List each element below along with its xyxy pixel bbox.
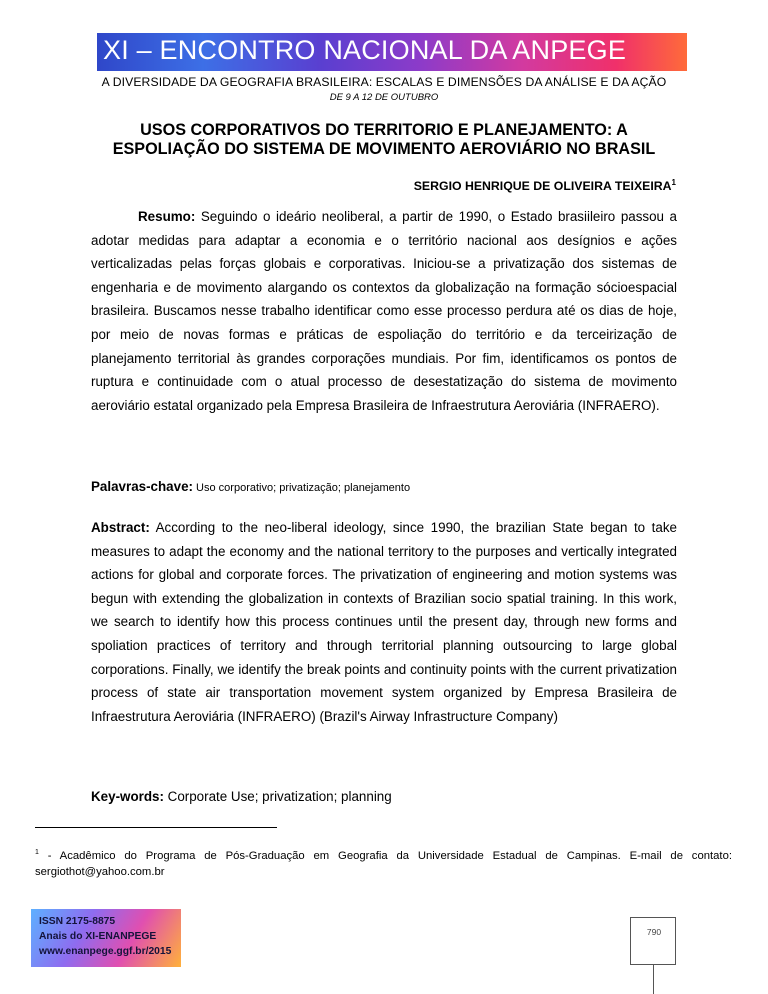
key-words: [91, 785, 677, 809]
title-line-1: USOS CORPORATIVOS DO TERRITORIO E PLANEJAMENTO: A: [140, 121, 628, 139]
abstract-text: According to the neo-liberal ideology, since 1990, the brazilian State began to take measures to adapt the economy and the national territory to the purposes and vertically integrated actions for global and corporate forces. The privatization of engineering and motion systems was begun with extending the globalization in contexts of Brazilian socio spatial training. In this work, we search to identify how this process continues until the present day, through new forms and spoliation practices of territory and through territorial planning outsourcing to large global corporations. Finally, we identify the break points and continuity points with the current privatization process of state air transportation movement system organized by Empresa Brasileira de Infraestrutura Aeroviária (INFRAERO) (Brazil's Airway Infrastructure Company): [91, 520, 677, 724]
abstract-label: Abstract:: [91, 520, 150, 535]
event-subtitle: A DIVERSIDADE DA GEOGRAFIA BRASILEIRA: ESCALAS E DIMENSÕES DA ANÁLISE E DA AÇÃO: [101, 75, 667, 89]
palavras-chave-label: Palavras-chave:: [91, 479, 193, 494]
issn-text: ISSN 2175-8875: [39, 916, 116, 927]
issn-stamp: [31, 909, 181, 967]
resumo-label: Resumo:: [138, 209, 196, 224]
page-number-box: [630, 917, 676, 965]
event-banner: [97, 33, 687, 71]
author-footnote-mark: 1: [671, 178, 676, 187]
palavras-chave: [91, 475, 677, 501]
footnote: [35, 845, 732, 880]
footnote-mark: 1: [35, 849, 39, 856]
key-words-label: Key-words:: [91, 789, 164, 804]
event-dates: DE 9 A 12 DE OUTUBRO: [329, 92, 439, 103]
author-name: [414, 178, 676, 193]
page-number: 790: [646, 927, 662, 937]
key-words-text: Corporate Use; privatization; planning: [163, 789, 392, 804]
banner-title: XI – ENCONTRO NACIONAL DA ANPEGE: [103, 35, 627, 65]
page-box-line: [653, 965, 654, 994]
footnote-divider: [35, 827, 277, 828]
resumo-text: Seguindo o ideário neoliberal, a partir de 1990, o Estado brasiileiro passou a adotar medidas para adaptar a economia e o território nacional aos desígnios e ações verticalizadas pelas forças globais e corporativas. Iniciou-se a privatização dos sistemas de engenharia e de movimento alargando os contextos da globalização na formação sócioespacial brasileira. Buscamos nesse trabalho identificar como esse processo perdura até os dias de hoje, por meio de novas formas e práticas de espoliação do território e da terceirização de planejamento territorial às grandes corporações mundiais. Por fim, identificamos os pontos de ruptura e continuidade com o atual processo de desestatização do sistema de movimento aeroviário estatal organizado pela Empresa Brasileira de Infraestrutura Aeroviária (INFRAERO).: [91, 209, 677, 413]
palavras-chave-text: Uso corporativo; privatização; planejamento: [193, 482, 411, 494]
anais-url: www.enanpege.ggf.br/2015: [39, 946, 172, 957]
resumo-paragraph: [91, 205, 677, 417]
abstract-paragraph: [91, 516, 677, 728]
anais-text: Anais do XI-ENANPEGE: [39, 931, 157, 942]
author-text: SERGIO HENRIQUE DE OLIVEIRA TEIXEIRA: [413, 179, 672, 194]
footnote-text: - Acadêmico do Programa de Pós-Graduação em Geografia da Universidade Estadual de Campinas. E-mail de contato: sergiothot@yahoo.com.br: [35, 849, 732, 878]
title-line-2: ESPOLIAÇÃO DO SISTEMA DE MOVIMENTO AEROVIÁRIO NO BRASIL: [112, 140, 656, 158]
article-title: [30, 121, 738, 159]
